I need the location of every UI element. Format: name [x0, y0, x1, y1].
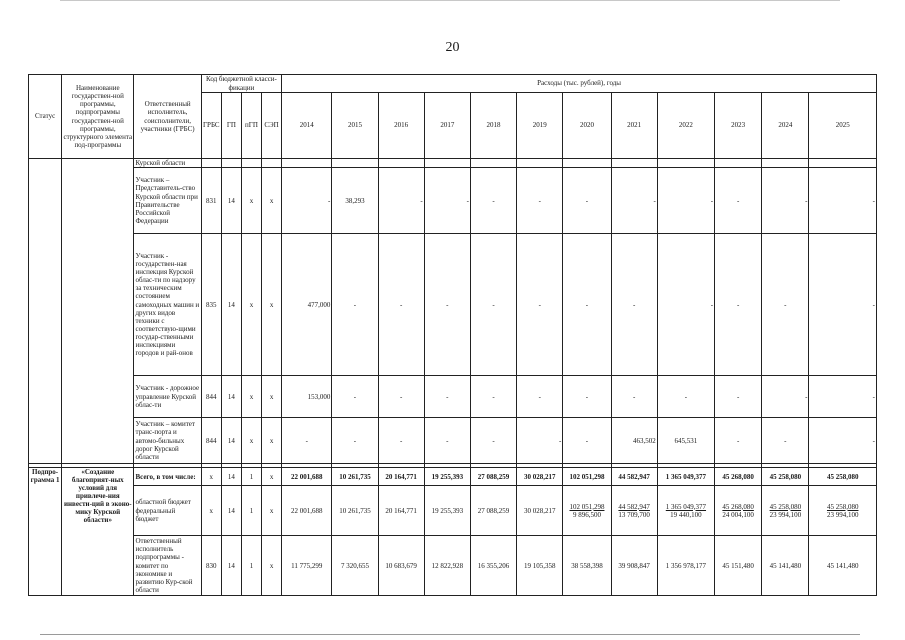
value-cell	[282, 159, 332, 168]
budget-table	[28, 74, 877, 596]
value-cell: 45 258,080	[762, 468, 809, 486]
code-cell	[201, 159, 221, 168]
value-cell: 22 001,688	[282, 486, 332, 536]
federal-budget-label: федеральный бюджет	[135, 506, 176, 523]
code-cell: x	[262, 168, 282, 234]
value-cell: 19 255,393	[424, 468, 470, 486]
table-row	[29, 234, 877, 376]
value-cell	[563, 159, 611, 168]
value-cell	[657, 486, 714, 536]
value-cell: -	[563, 234, 611, 376]
code-cell: x	[201, 468, 221, 486]
regional-value: 44 582,947	[618, 502, 650, 511]
header-name: Наименование государствен-ной программы, подпрограммы государствен-ной программы, структурного элемента под-программы	[62, 75, 134, 159]
value-cell: -	[470, 418, 516, 464]
value-cell: -	[517, 234, 563, 376]
value-cell: -	[715, 418, 762, 464]
status-cell	[29, 159, 62, 464]
value-cell: 20 164,771	[378, 486, 424, 536]
table-row	[29, 168, 877, 234]
header-status: Статус	[29, 75, 62, 159]
code-cell: 14	[221, 376, 241, 418]
code-cell: 831	[201, 168, 221, 234]
value-cell: -	[424, 168, 470, 234]
value-cell	[470, 159, 516, 168]
code-cell: 844	[201, 418, 221, 464]
code-cell: 1	[241, 468, 261, 486]
code-cell	[241, 159, 261, 168]
value-cell: -	[611, 168, 657, 234]
code-cell: 844	[201, 376, 221, 418]
value-cell: 153,000	[282, 376, 332, 418]
value-cell: -	[762, 376, 809, 418]
value-cell: -	[611, 376, 657, 418]
code-cell	[262, 159, 282, 168]
code-cell: x	[262, 536, 282, 596]
code-cell: 1	[241, 536, 261, 596]
value-cell: 1 365 049,377	[657, 468, 714, 486]
value-cell: 477,000	[282, 234, 332, 376]
federal-value: 13 709,700	[618, 510, 650, 519]
value-cell: -	[424, 234, 470, 376]
value-cell: -	[715, 376, 762, 418]
header-year-2015: 2015	[332, 93, 378, 159]
value-cell: 38 558,398	[563, 536, 611, 596]
value-cell	[809, 486, 877, 536]
subprogram-total-row	[29, 468, 877, 486]
header-year-2022: 2022	[657, 93, 714, 159]
value-cell: 45 268,080	[715, 468, 762, 486]
executor-cell: Участник - дорожное управление Курской облас-ти	[134, 376, 201, 418]
value-cell: 19 105,358	[517, 536, 563, 596]
name-cell	[62, 159, 134, 464]
code-cell: x	[262, 418, 282, 464]
value-cell: 39 908,847	[611, 536, 657, 596]
table-row	[29, 159, 877, 168]
value-cell: 27 088,259	[470, 468, 516, 486]
value-cell: -	[470, 168, 516, 234]
value-cell	[424, 159, 470, 168]
value-cell: 38,293	[332, 168, 378, 234]
header-year-2021: 2021	[611, 93, 657, 159]
code-cell: 14	[221, 486, 241, 536]
code-cell: x	[201, 486, 221, 536]
federal-value: 24 004,100	[722, 510, 754, 519]
value-cell: 1 356 978,177	[657, 536, 714, 596]
value-cell: 10 261,735	[332, 468, 378, 486]
value-cell: -	[809, 168, 877, 234]
value-cell: 10 683,679	[378, 536, 424, 596]
code-cell: x	[241, 418, 261, 464]
header-year-2024: 2024	[762, 93, 809, 159]
code-cell: x	[241, 234, 261, 376]
value-cell	[762, 159, 809, 168]
value-cell: -	[332, 376, 378, 418]
value-cell: -	[517, 376, 563, 418]
value-cell: 20 164,771	[378, 468, 424, 486]
federal-value: 23 994,100	[769, 510, 802, 519]
header-row-1	[29, 75, 877, 93]
value-cell: 7 320,655	[332, 536, 378, 596]
header-code-grbs: ГРБС	[201, 93, 221, 159]
header-budget-code: Код бюджетной класси-фикации	[201, 75, 281, 93]
subprogram-responsible-row	[29, 536, 877, 596]
code-cell: 830	[201, 536, 221, 596]
value-cell	[657, 159, 714, 168]
value-cell: 102 051,298	[563, 468, 611, 486]
header-year-2020: 2020	[563, 93, 611, 159]
code-cell: 14	[221, 168, 241, 234]
executor-cell: Участник – комитет транс-порта и автомо-бильных дорог Курской области	[134, 418, 201, 464]
value-cell: -	[282, 418, 332, 464]
value-cell: -	[715, 168, 762, 234]
value-cell: 463,502	[611, 418, 657, 464]
value-cell	[378, 159, 424, 168]
executor-cell: Участник – Представитель-ство Курской области при Правительстве Российской Федерации	[134, 168, 201, 234]
value-cell: -	[809, 376, 877, 418]
scan-bottom-edge	[40, 634, 860, 635]
code-cell: 1	[241, 486, 261, 536]
value-cell: -	[611, 234, 657, 376]
code-cell: 14	[221, 468, 241, 486]
value-cell: -	[657, 376, 714, 418]
page-number: 20	[445, 40, 460, 55]
value-cell	[517, 159, 563, 168]
value-cell: -	[378, 234, 424, 376]
header-year-2019: 2019	[517, 93, 563, 159]
value-cell: -	[762, 418, 809, 464]
value-cell: 27 088,259	[470, 486, 516, 536]
federal-value: 23 994,100	[826, 510, 859, 519]
value-cell: -	[563, 418, 611, 464]
value-cell: -	[563, 376, 611, 418]
header-year-2023: 2023	[715, 93, 762, 159]
header-code-pgp: пГП	[241, 93, 261, 159]
value-cell: -	[762, 168, 809, 234]
value-cell: 16 355,206	[470, 536, 516, 596]
value-cell: -	[517, 168, 563, 234]
code-cell: x	[262, 376, 282, 418]
code-cell: x	[262, 234, 282, 376]
value-cell	[611, 159, 657, 168]
value-cell: 12 822,928	[424, 536, 470, 596]
value-cell: -	[809, 234, 877, 376]
header-executor: Ответственный исполнитель, соисполнители, участники (ГРБС)	[134, 75, 201, 159]
subprogram-regional-row	[29, 486, 877, 536]
header-code-sep: СЭП	[262, 93, 282, 159]
value-cell: 30 028,217	[517, 486, 563, 536]
value-cell: -	[657, 168, 714, 234]
code-cell: x	[262, 486, 282, 536]
code-cell: 835	[201, 234, 221, 376]
regional-value: 102 051,298	[569, 502, 605, 511]
value-cell: -	[657, 234, 714, 376]
value-cell: -	[378, 376, 424, 418]
value-cell: 30 028,217	[517, 468, 563, 486]
code-cell: x	[262, 468, 282, 486]
value-cell: -	[563, 168, 611, 234]
code-cell: x	[241, 376, 261, 418]
value-cell: -	[470, 376, 516, 418]
regional-value: 1 365 049,377	[665, 502, 707, 511]
federal-value: 19 440,100	[670, 510, 702, 519]
code-cell: 14	[221, 234, 241, 376]
value-cell	[762, 486, 809, 536]
executor-cell: Ответственный исполнитель подпрограммы - комитет по экономике и развитию Кур-ской области	[134, 536, 201, 596]
value-cell	[809, 159, 877, 168]
value-cell: 45 141,480	[809, 536, 877, 596]
table-row	[29, 376, 877, 418]
value-cell: 45 258,080	[809, 468, 877, 486]
value-cell: 45 141,480	[762, 536, 809, 596]
header-year-2016: 2016	[378, 93, 424, 159]
value-cell: -	[424, 418, 470, 464]
value-cell	[611, 486, 657, 536]
code-cell: 14	[221, 536, 241, 596]
value-cell: -	[332, 418, 378, 464]
value-cell: 22 001,688	[282, 468, 332, 486]
scan-top-edge	[60, 0, 840, 1]
executor-cell: Всего, в том числе:	[134, 468, 201, 486]
executor-cell: Участник - государствен-ная инспекция Курской облас-ти по надзору за техническим состоянием самоходных машин и других видов техники с соответствую-щими государ-ственными инспекциями городов и рай-онов	[134, 234, 201, 376]
value-cell: -	[762, 234, 809, 376]
header-code-gp: ГП	[221, 93, 241, 159]
value-cell: -	[809, 418, 877, 464]
value-cell: 645,531	[657, 418, 714, 464]
code-cell: 14	[221, 418, 241, 464]
value-cell	[332, 159, 378, 168]
value-cell: -	[715, 234, 762, 376]
value-cell: -	[378, 168, 424, 234]
regional-value: 45 258,080	[769, 502, 802, 511]
value-cell: -	[378, 418, 424, 464]
code-cell	[221, 159, 241, 168]
header-year-2025: 2025	[809, 93, 877, 159]
value-cell: -	[282, 168, 332, 234]
header-year-2018: 2018	[470, 93, 516, 159]
value-cell	[563, 486, 611, 536]
subprogram-name: «Создание благоприят-ных условий для привлече-ния инвести-ций в эконо-мику Курской области»	[62, 468, 134, 596]
subprogram-status: Подпро-грамма 1	[29, 468, 62, 596]
federal-value: 9 896,500	[572, 510, 601, 519]
value-cell	[715, 159, 762, 168]
table-row	[29, 418, 877, 464]
value-cell: -	[424, 376, 470, 418]
value-cell: -	[470, 234, 516, 376]
header-year-2014: 2014	[282, 93, 332, 159]
value-cell: 19 255,393	[424, 486, 470, 536]
executor-cell: Курской области	[134, 159, 201, 168]
value-cell: 44 582,947	[611, 468, 657, 486]
value-cell	[715, 486, 762, 536]
regional-value: 45 268,080	[722, 502, 754, 511]
regional-value: 45 258,080	[826, 502, 859, 511]
code-cell: x	[241, 168, 261, 234]
executor-cell	[134, 486, 201, 536]
value-cell: 11 775,299	[282, 536, 332, 596]
value-cell: -	[332, 234, 378, 376]
value-cell: 45 151,480	[715, 536, 762, 596]
value-cell: -	[517, 418, 563, 464]
header-year-2017: 2017	[424, 93, 470, 159]
value-cell: 10 261,735	[332, 486, 378, 536]
regional-budget-label: областной бюджет	[135, 498, 191, 507]
header-expenses: Расходы (тыс. рублей), годы	[282, 75, 877, 93]
